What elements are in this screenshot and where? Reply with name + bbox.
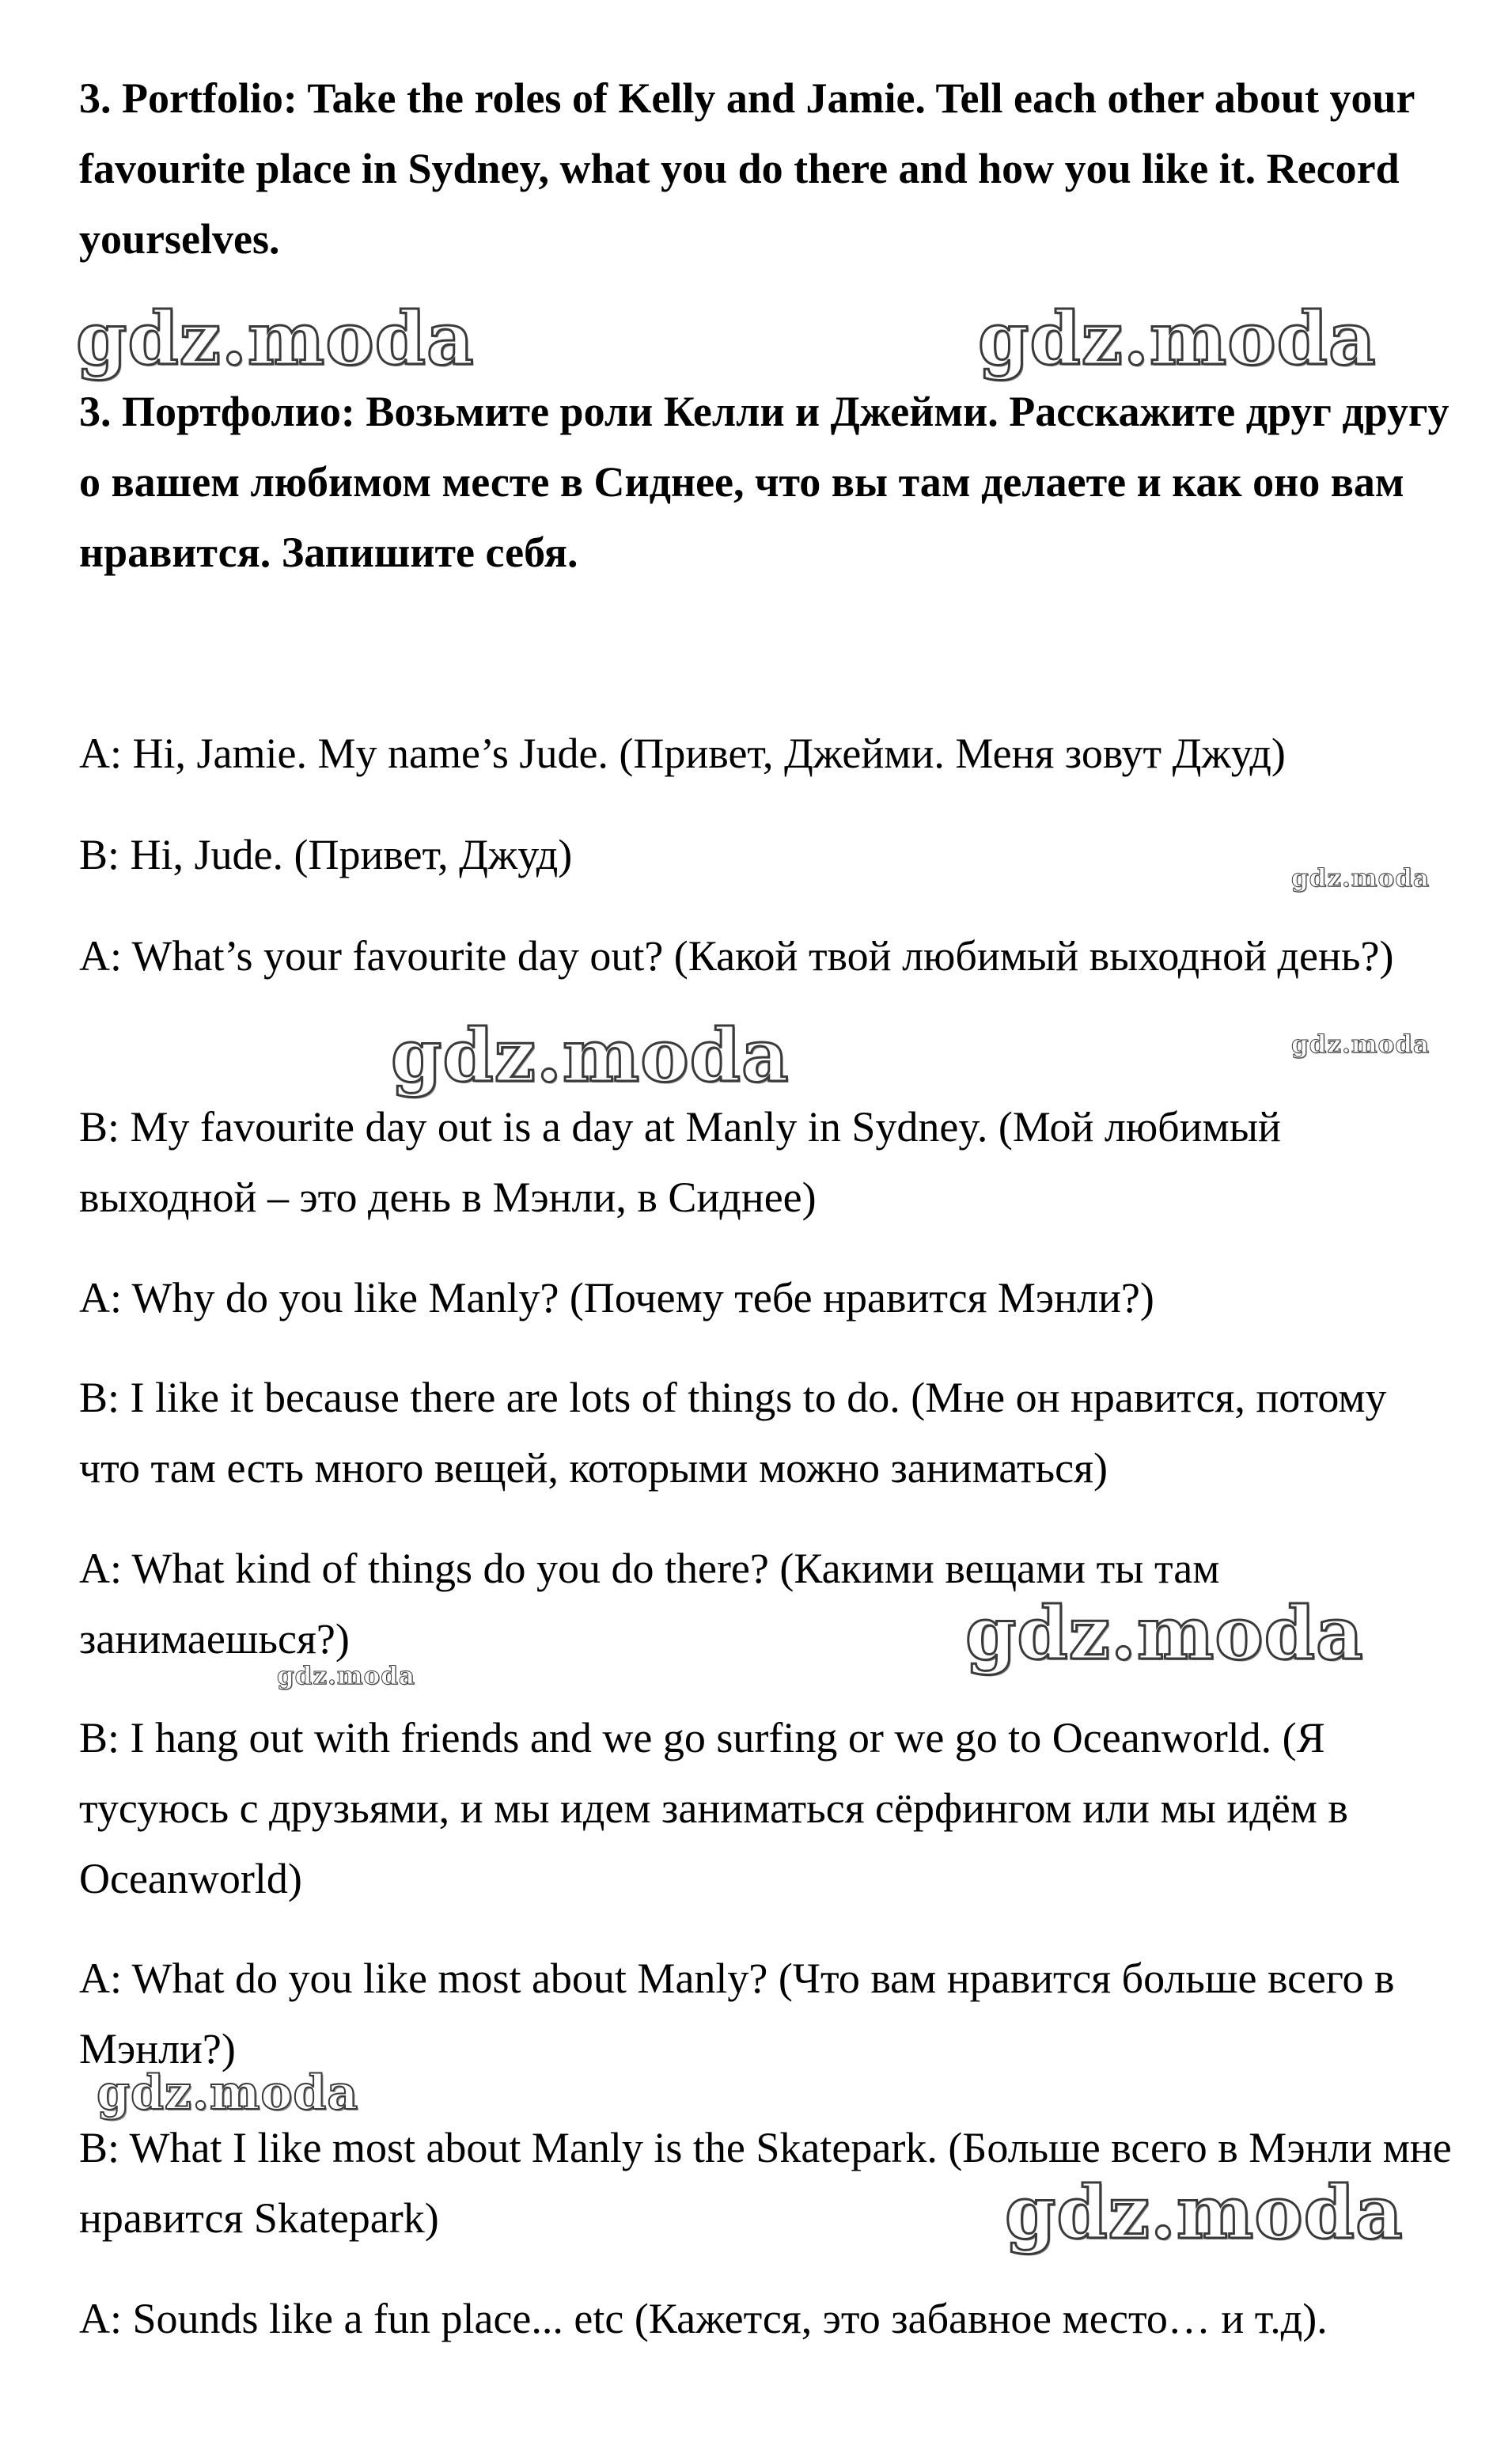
dialogue-line-1: A: Hi, Jamie. My name’s Jude. (Привет, Джейми. Меня зовут Джуд)	[79, 730, 1286, 777]
dialogue-line-10: B: What I like most about Manly is the Skatepark. (Больше всего в Мэнли мне нравится Skatepark)	[79, 2124, 1452, 2242]
watermark-8: gdz.moda	[97, 2065, 359, 2121]
task-statement-english: 3. Portfolio: Take the roles of Kelly and Jamie. Tell each other about your favourite place in Sydney, what you do there and how you like it. Record yourselves.	[79, 74, 1415, 263]
watermark-2: gdz.moda	[978, 296, 1377, 381]
dialogue-line-2: B: Hi, Jude. (Привет, Джуд)	[79, 831, 573, 878]
dialogue-line-11: A: Sounds like a fun place... etc (Кажется, это забавное место… и т.д).	[79, 2295, 1328, 2342]
watermark-9: gdz.moda	[1005, 2170, 1404, 2255]
dialogue-line-7: A: What kind of things do you do there? (Какими вещами ты там занимаешься?)	[79, 1545, 1220, 1663]
watermark-7: gdz.moda	[277, 1662, 415, 1690]
task-statement-russian: 3. Портфолио: Возьмите роли Келли и Джейми. Расскажите друг другу о вашем любимом месте в Сиднее, что вы там делаете и как оно вам нравится. Запишите себя.	[79, 388, 1449, 576]
dialogue-line-6: B: I like it because there are lots of things to do. (Мне он нравится, потому что там есть много вещей, которыми можно заниматься)	[79, 1374, 1387, 1492]
dialogue-line-9: A: What do you like most about Manly? (Что вам нравится больше всего в Мэнли?)	[79, 1955, 1395, 2072]
dialogue-line-3: A: What’s your favourite day out? (Какой твой любимый выходной день?)	[79, 932, 1394, 980]
dialogue-line-5: A: Why do you like Manly? (Почему тебе нравится Мэнли?)	[79, 1274, 1154, 1322]
dialogue-line-8: B: I hang out with friends and we go surfing or we go to Oceanworld. (Я тусуюсь с друзьями, и мы идем заниматься сёрфингом или мы идём в Oceanworld)	[79, 1714, 1348, 1902]
dialogue-line-4: B: My favourite day out is a day at Manly in Sydney. (Мой любимый выходной – это день в Мэнли, в Сиднее)	[79, 1103, 1281, 1221]
watermark-1: gdz.moda	[76, 296, 475, 381]
watermark-3: gdz.moda	[1291, 864, 1430, 893]
watermark-5: gdz.moda	[1291, 1030, 1430, 1059]
watermark-6: gdz.moda	[965, 1591, 1364, 1676]
watermark-4: gdz.moda	[391, 1013, 790, 1098]
